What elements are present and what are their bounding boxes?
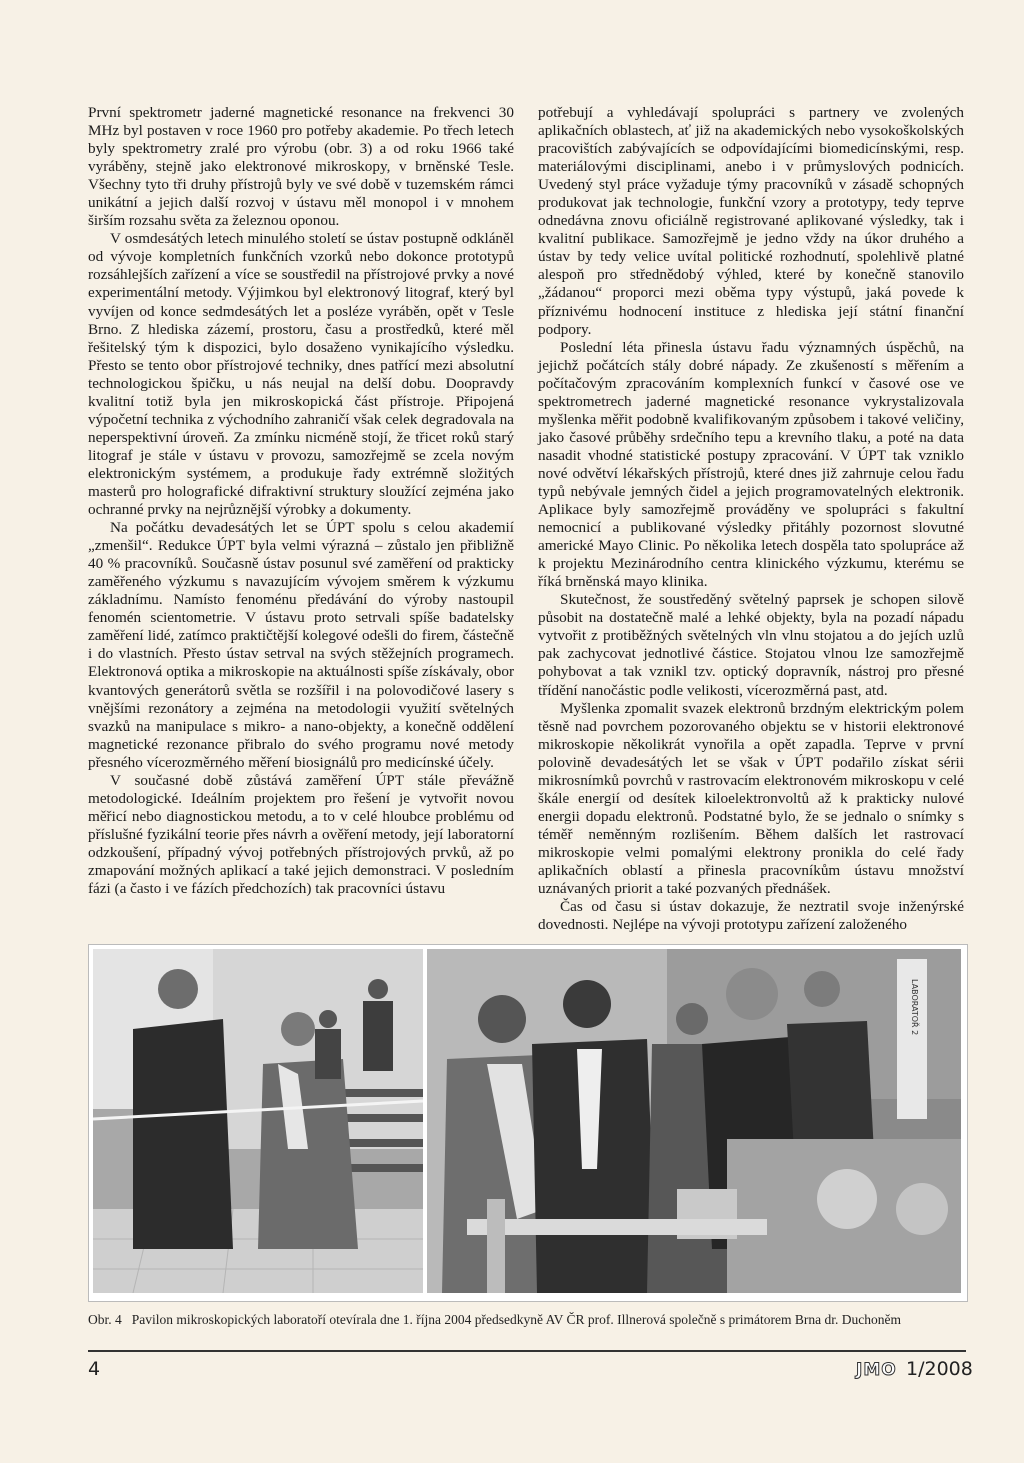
text-column-left (88, 104, 514, 898)
paragraph: potřebují a vyhledávají spolupráci s partnery ve zvolených aplikačních oblastech, ať již na akademických nebo vysokoškolských pracovištích zabývajících se odpovídajícími biomedicínskými, resp. materiálovými disciplinami, anebo i v průmyslových podnicích. Uvedený styl práce vyžaduje týmy pracovníků v zásadě schopných produkovat jak technologie, funkční vzory a prototypy, tedy teprve odnedávna znovu oficiálně registrované aplikované výsledky, tak i kvalitní publikace. Samozřejmě je jedno vždy na úkor druhého a ústav by tedy velice uvítal politické rozhodnutí, spolehlivě platné alespoň pro střednědobý výhled, které by konečně stanovilo „žádanou“ proporci mezi oběma typy výstupů, jaká povede k příznivému hodnocení instituce z hlediska její státní finanční podpory. (538, 104, 964, 338)
issue-number: 1/2008 (906, 1358, 973, 1380)
paragraph: Skutečnost, že soustředěný světelný paprsek je schopen silově působit na dostatečně malé a lehké objekty, byla na pozadí nápadu vytvořit z protiběžných světelných vln vlnu stojatou a do jejích uzlů pak zachycovat jednotlivé částice. Stojatou vlnou lze samozřejmě pohybovat a tak vznikl tzv. optický dopravník, nástroj pro přesné třídění nanočástic podle velikosti, vícerozměrná past, atd. (538, 591, 964, 699)
door-sign: LABORATOŘ 2 (910, 979, 919, 1036)
figure-caption (88, 1311, 968, 1329)
figure-caption-text: Pavilon mikroskopických laboratoří otevírala dne 1. října 2004 předsedkyně AV ČR prof. Illnerová společně s primátorem Brna dr. Duchoněm (131, 1312, 901, 1327)
paragraph: V osmdesátých letech minulého století se ústav postupně odkláněl od vývoje kompletních funkčních vzorků nebo dokonce prototypů rozsáhlejších zařízení a více se soustředil na přístrojové prvky a nové experimentální metody. Výjimkou byl elektronový litograf, který byl vyvíjen od konce sedmdesátých let a posléze vyráběn, opět v Tesle Brno. Z hlediska zázemí, prostoru, času a prostředků, které měl řešitelský tým k dispozici, bylo dosaženo vynikajícího výsledku. Přesto se tento obor přístrojové techniky, dnes patřící mezi absolutní technologickou špičku, u nás neujal na delší dobu. Doopravdy kvalitní totiž byla jen mikroskopická část přístroje. Připojená výpočetní technika z východního zahraničí však celek degradovala na neperspektivní úroveň. Za zmínku nicméně stojí, že třicet roků starý litograf je stále v ústavu v provozu, samozřejmě se zcela novým elektronickým systémem, a produkuje řady extrémně složitých masterů pro holografické difraktivní struktury sloužící zejména jako ochranné prvky na nejrůznější výrobky a dokumenty. (88, 230, 514, 519)
paragraph: Čas od času si ústav dokazuje, že neztratil svoje inženýrské dovednosti. Nejlépe na vývoji prototypu zařízení založeného (538, 898, 964, 934)
photo-laboratory (427, 949, 961, 1293)
figure-photos (88, 944, 968, 1302)
figure-label: Obr. 4 (88, 1312, 122, 1327)
footer-rule (88, 1350, 966, 1352)
page-number: 4 (88, 1358, 101, 1380)
paragraph: Na počátku devadesátých let se ÚPT spolu s celou akademií „zmenšil“. Redukce ÚPT byla velmi výrazná – zůstalo jen přibližně 40 % pracovníků. Současně ústav posunul své zaměření od prakticky zaměřeného výzkumu s navazujícím vývojem směrem k výzkumu základnímu. Namísto fenoménu předávání do výroby nastoupil fenomén scientometrie. V ústavu proto setrvali spíše badatelsky zaměření lidé, zatímco praktičtější kolegové odešli do firem, částečně i do vlastních. Přesto ústav setrval na svých stěžejních programech. Elektronová optika a mikroskopie na aktuálnosti spíše získávaly, obor kvantových generátorů světla se rozšířil i na polovodičové lasery s vnějšími rezonátory a zejména na metodologii využití světelných svazků na manipulace s mikro- a nano-objekty, a konečně oddělení magnetické rezonance přibralo do svého programu nové metody přesného vícerozměrného měření biosignálů pro medicínské účely. (88, 519, 514, 771)
photo-ribbon-cutting (93, 949, 423, 1293)
text-column-right (538, 104, 964, 934)
paragraph: Myšlenka zpomalit svazek elektronů brzdným elektrickým polem těsně nad povrchem pozorovaného objektu se v historii elektronové mikroskopie několikrát vynořila a opět zapadla. Teprve v první polovině devadesátých let se však v ÚPT podařilo získat sérii mikrosnímků povrchů v rastrovacím elektronovém mikroskopu v celé škále energií od desítek kiloelektronvoltů až k prakticky nulové energii dopadu elektronů. Podstatné bylo, že se jednalo o snímky s téměř neměnným rozlišením. Během dalších let rastrovací mikroskopie velmi pomalými elektrony pronikla do celé řady aplikačních oblastí a přinesla pracovníkům ústavu množství uznávaných priorit a také pozvaných přednášek. (538, 699, 964, 898)
paragraph: Poslední léta přinesla ústavu řadu významných úspěchů, na jejichž počátcích stály dobré nápady. Ze zkušeností s měřením a počítačovým zpracováním komplexních funkcí v časové ose ve spektrometrech jaderné magnetické resonance vykrystalizovala myšlenka měřit podobně kvalifikovaným způsobem i takové veličiny, jako časové průběhy srdečního tepu a krevního tlaku, a poté na data nasadit vhodné statistické postupy zpracování. V ÚPT tak vzniklo nové odvětví lékařských přístrojů, které dnes již zahrnuje celou řadu typů nebývale jemných čidel a jejich programovatelných elektronik. Aplikace byly samozřejmě prováděny ve spolupráci s fakultní nemocnicí a publikované výsledky přitáhly pozornost slovutné americké Mayo Clinic. Po několika letech dospěla tato spolupráce až k projektu Mezinárodního centra klinického výzkumu, kterému se říká brněnská mayo klinika. (538, 338, 964, 591)
paragraph: V současné době zůstává zaměření ÚPT stále převážně metodologické. Ideálním projektem pro řešení je vytvořit novou měřicí nebo diagnostickou metodu, a to v celé hloubce problému od příslušné fyzikální teorie přes návrh a ověření metody, její laboratorní odzkoušení, případný vývoj potřebných přístrojových prvků, až po zmapování možných aplikací a také jejich demonstraci. V posledním fázi (a často i ve fázích předchozích) tak pracovníci ústavu (88, 771, 514, 898)
paragraph: První spektrometr jaderné magnetické resonance na frekvenci 30 MHz byl postaven v roce 1960 pro potřeby akademie. Po třech letech byly spektrometry zralé pro výrobu (obr. 3) a od roku 1966 také vyráběny, stejně jako elektronové mikroskopy, v brněnské Tesle. Všechny tyto tři druhy přístrojů byly ve své době v tuzemském rámci unikátní a jejich další rozvoj v ústavu měl monopol i v mnohem širším rozsahu světa za železnou oponou. (88, 104, 514, 230)
journal-logo: JMO (856, 1360, 897, 1380)
